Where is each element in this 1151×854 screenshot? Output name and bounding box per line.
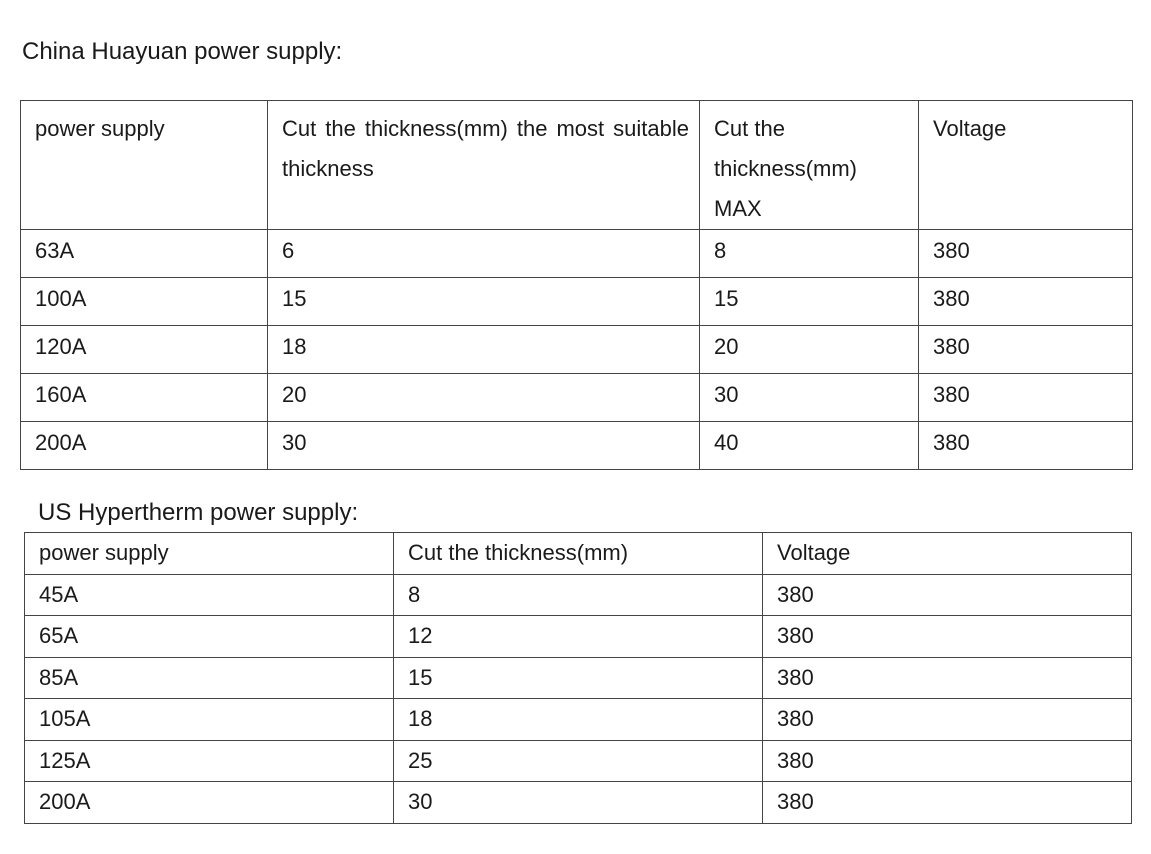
cell-voltage: 380 [919,230,1133,278]
header-power-supply: power supply [21,101,268,230]
cell-thickness: 12 [394,616,763,658]
table-row [21,326,1133,374]
cell-thickness: 15 [394,657,763,699]
cell-max-thickness: 15 [700,278,919,326]
cell-voltage: 380 [919,374,1133,422]
header-voltage: Voltage [919,101,1133,230]
cell-max-thickness: 30 [700,374,919,422]
cell-voltage: 380 [919,422,1133,470]
table-row [21,278,1133,326]
table-header-row [25,533,1132,575]
table-row [25,740,1132,782]
cell-suitable-thickness: 6 [268,230,700,278]
cell-suitable-thickness: 20 [268,374,700,422]
cell-power-supply: 200A [25,782,394,824]
table-row [21,374,1133,422]
header-max-thickness: Cut the thickness(mm) MAX [700,101,919,230]
header-thickness: Cut the thickness(mm) [394,533,763,575]
table-row [21,230,1133,278]
cell-power-supply: 120A [21,326,268,374]
china-huayuan-table [20,100,1133,470]
cell-suitable-thickness: 15 [268,278,700,326]
cell-power-supply: 200A [21,422,268,470]
cell-power-supply: 100A [21,278,268,326]
china-huayuan-title: China Huayuan power supply: [22,38,343,65]
cell-max-thickness: 20 [700,326,919,374]
cell-power-supply: 125A [25,740,394,782]
cell-voltage: 380 [763,574,1132,616]
header-voltage: Voltage [763,533,1132,575]
cell-power-supply: 85A [25,657,394,699]
cell-power-supply: 105A [25,699,394,741]
cell-max-thickness: 40 [700,422,919,470]
cell-voltage: 380 [763,657,1132,699]
table-header-row [21,101,1133,230]
us-hypertherm-table [24,532,1132,824]
cell-voltage: 380 [763,616,1132,658]
cell-thickness: 30 [394,782,763,824]
cell-thickness: 8 [394,574,763,616]
cell-thickness: 18 [394,699,763,741]
table-row [25,616,1132,658]
cell-suitable-thickness: 18 [268,326,700,374]
cell-suitable-thickness: 30 [268,422,700,470]
cell-thickness: 25 [394,740,763,782]
cell-voltage: 380 [763,782,1132,824]
cell-voltage: 380 [919,326,1133,374]
cell-power-supply: 63A [21,230,268,278]
cell-voltage: 380 [919,278,1133,326]
table-row [25,574,1132,616]
table-row [21,422,1133,470]
table-row [25,699,1132,741]
table-row [25,657,1132,699]
header-power-supply: power supply [25,533,394,575]
cell-power-supply: 160A [21,374,268,422]
table-row [25,782,1132,824]
cell-max-thickness: 8 [700,230,919,278]
us-hypertherm-title: US Hypertherm power supply: [38,499,359,526]
cell-power-supply: 65A [25,616,394,658]
header-suitable-thickness: Cut the thickness(mm) the most suitable thickness [268,101,700,230]
cell-power-supply: 45A [25,574,394,616]
cell-voltage: 380 [763,740,1132,782]
cell-voltage: 380 [763,699,1132,741]
